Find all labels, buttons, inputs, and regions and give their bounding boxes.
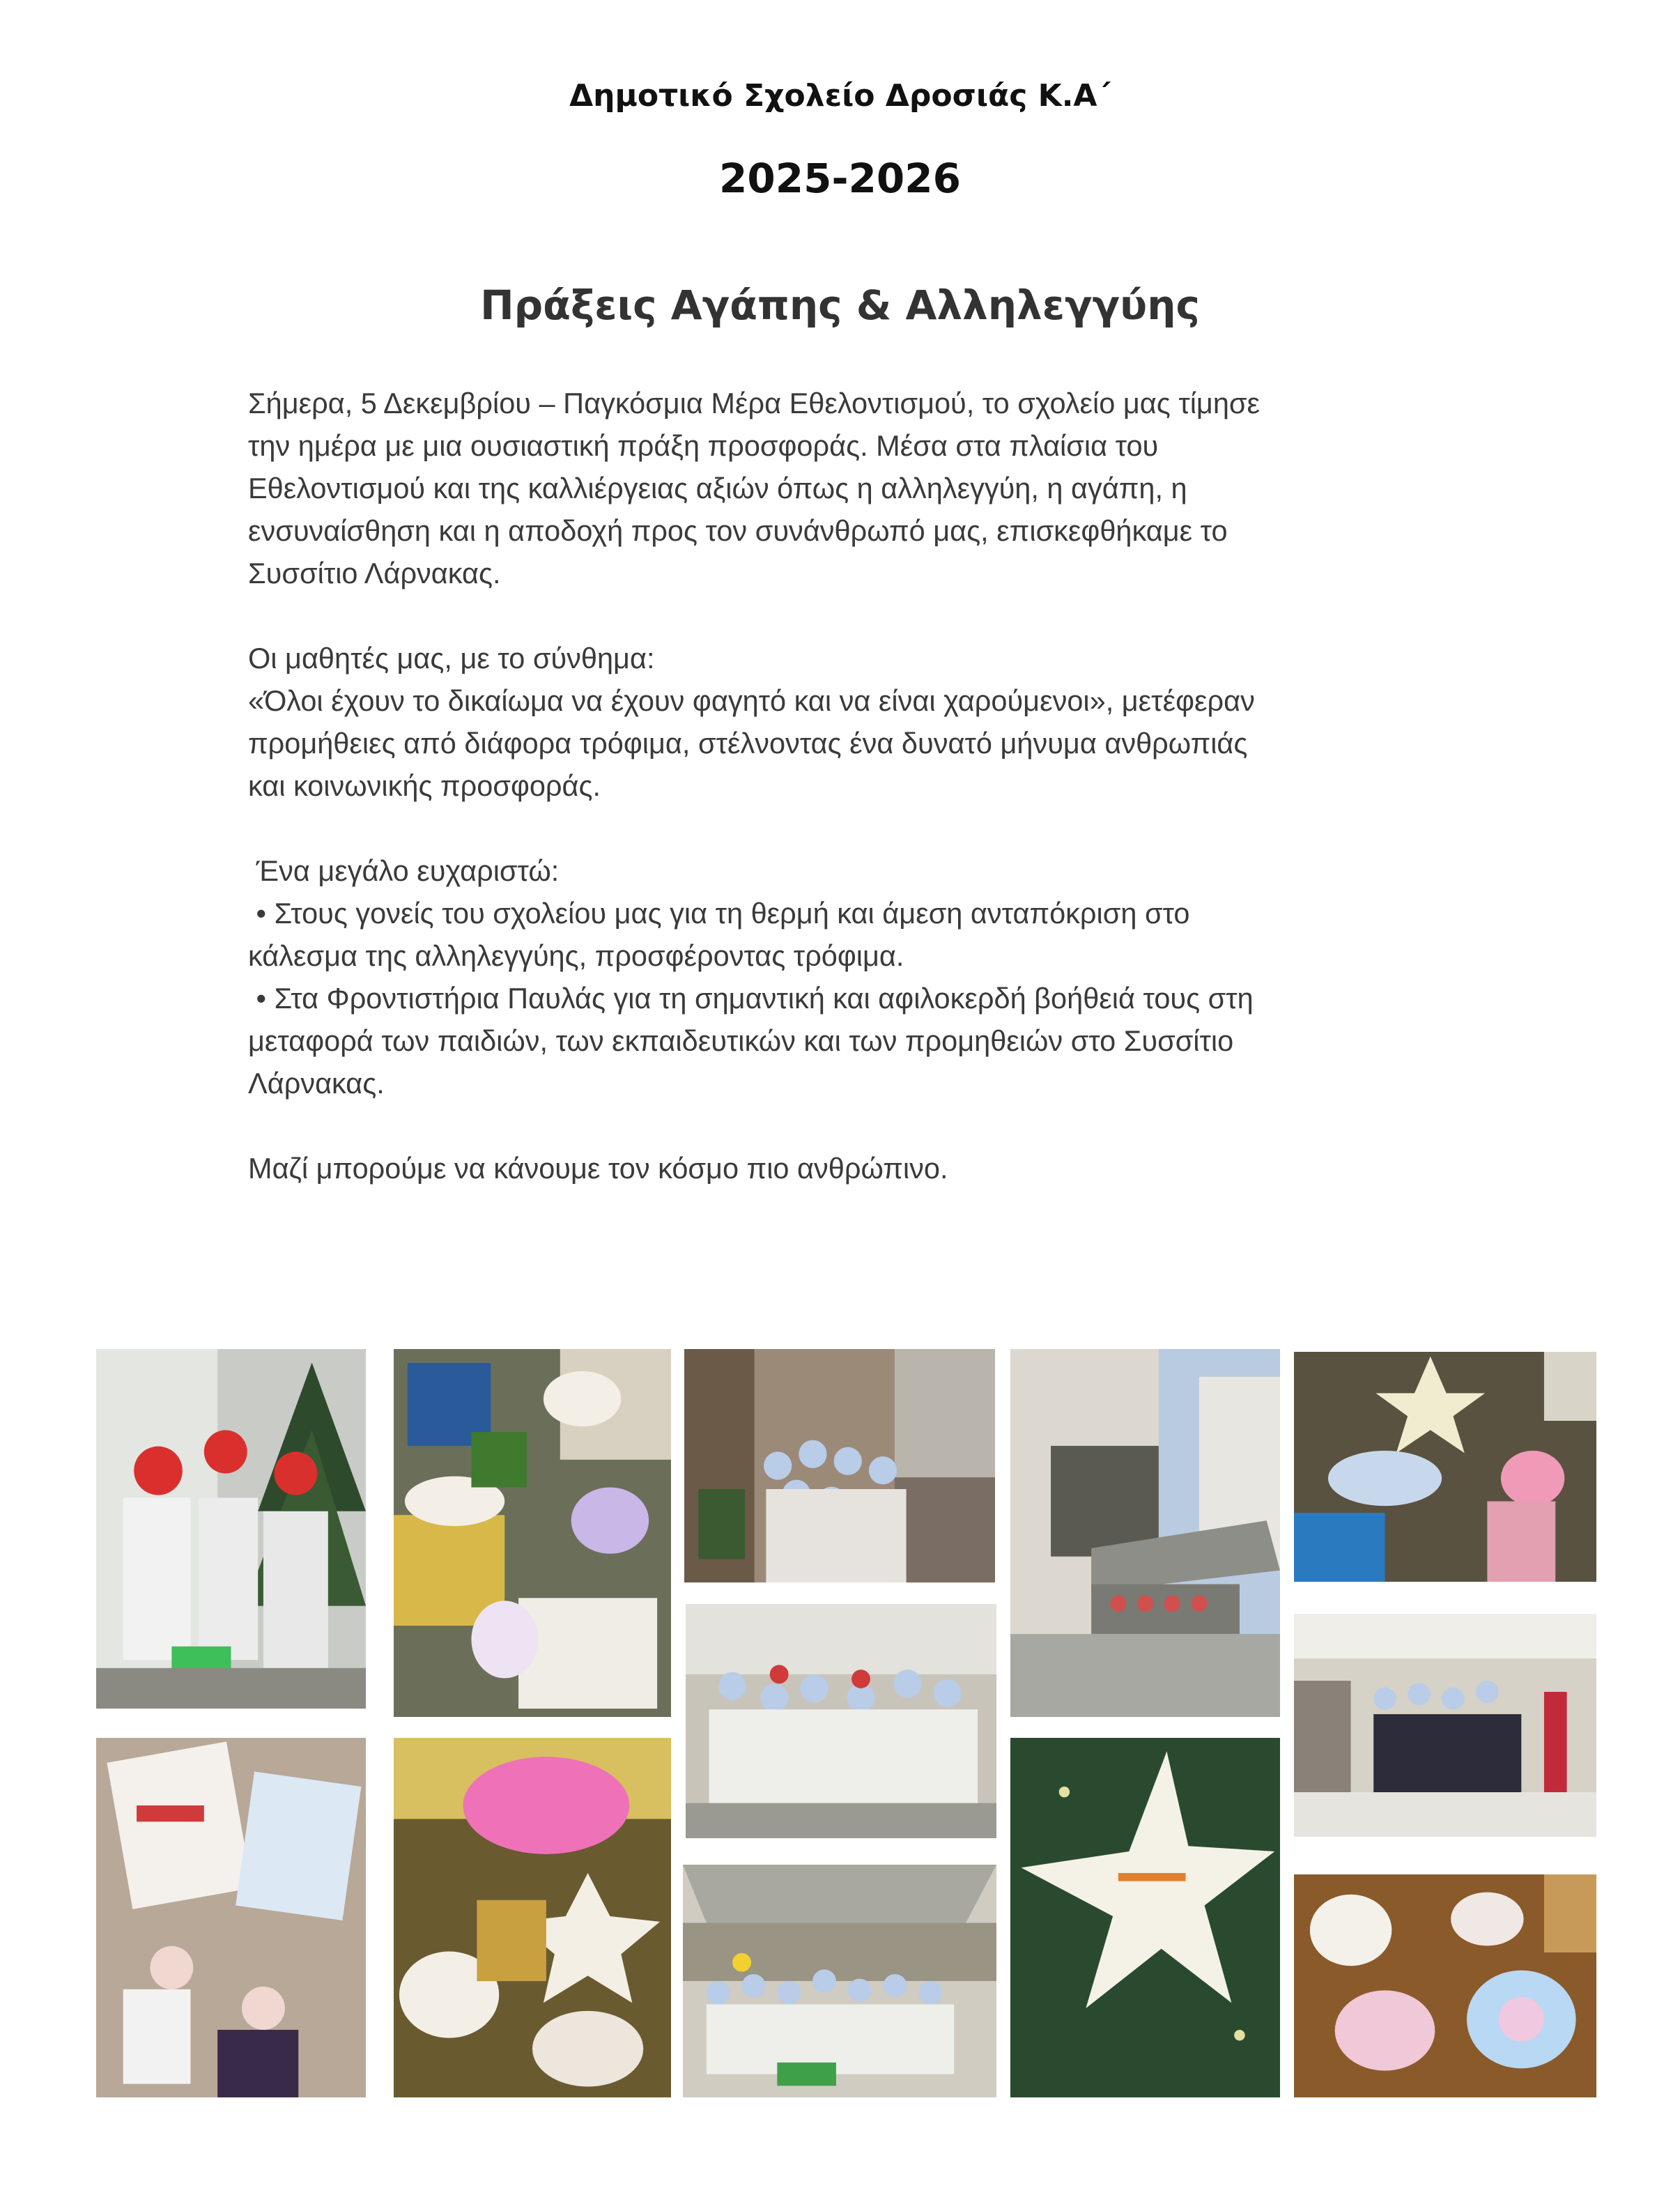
bullet-line: • Στα Φροντιστήρια Παυλάς για τη σημαντική και αφιλοκερδή βοήθειά τους στη [248,982,1254,1015]
text-line: Ένα μεγάλο ευχαριστώ: [248,854,560,887]
photo-food-donations [394,1349,671,1717]
photo-students-under-tent [683,1865,996,2097]
photo-students-kitchen [1294,1614,1596,1837]
text-line: Μαζί μπορούμε να κάνουμε τον κόσμο πιο ανθρώπινο. [248,1152,948,1185]
photo-hand-made-signs [96,1738,366,2097]
page-heading: Πράξεις Αγάπης & Αλληλεγγύης [480,282,1200,329]
photo-students-indoor [684,1349,995,1582]
photo-outside-soup-kitchen [1010,1349,1280,1717]
article-body [248,382,1461,1232]
text-line: «Όλοι έχουν το δικαίωμα να έχουν φαγητό και να είναι χαρούμενοι», μετέφεραν [248,684,1255,717]
text-line: Συσσίτιο Λάρνακας. [248,557,501,590]
photo-paper-flowers-hearts [1294,1874,1596,2097]
text-line: προμήθειες από διάφορα τρόφιμα, στέλνοντας ένα δυνατό μήνυμα ανθρωπιάς [248,727,1248,760]
photo-paper-stars-on-food [1294,1352,1596,1582]
photo-students-santa-hats [686,1604,996,1838]
text-line: ενσυναίσθηση και η αποδοχή προς τον συνάνθρωπό μας, επισκεφθήκαμε το [248,514,1228,547]
bullet-line: • Στους γονείς του σχολείου μας για τη θερμή και άμεση ανταπόκριση στο [248,897,1190,930]
closing-paragraph [248,1147,1461,1189]
text-line: Εθελοντισμού και της καλλιέργειας αξιών όπως η αλληλεγγύη, η αγάπη, η [248,472,1187,504]
text-line: Λάρνακας. [248,1067,385,1100]
text-line: και κοινωνικής προσφοράς. [248,769,601,802]
photo-paper-star-tree [1010,1738,1280,2097]
intro-paragraph [248,382,1461,594]
thanks-paragraph [248,849,1461,1104]
school-year: 2025-2026 [719,155,961,202]
text-line: μεταφορά των παιδιών, των εκπαιδευτικών και των προμηθειών στο Συσσίτιο [248,1024,1234,1057]
text-line: Οι μαθητές μας, με το σύνθημα: [248,642,655,675]
text-line: κάλεσμα της αλληλεγγύης, προσφέροντας τρόφιμα. [248,939,904,972]
school-name: Δημοτικό Σχολείο Δροσιάς Κ.Α΄ [569,78,1111,114]
photo-children-by-tree [96,1349,366,1709]
text-line: Σήμερα, 5 Δεκεμβρίου – Παγκόσμια Μέρα Εθελοντισμού, το σχολείο μας τίμησε [248,387,1261,419]
motto-paragraph [248,637,1461,807]
photo-paper-shapes-supplies [394,1738,671,2097]
text-line: την ημέρα με μια ουσιαστική πράξη προσφοράς. Μέσα στα πλαίσια του [248,429,1159,462]
